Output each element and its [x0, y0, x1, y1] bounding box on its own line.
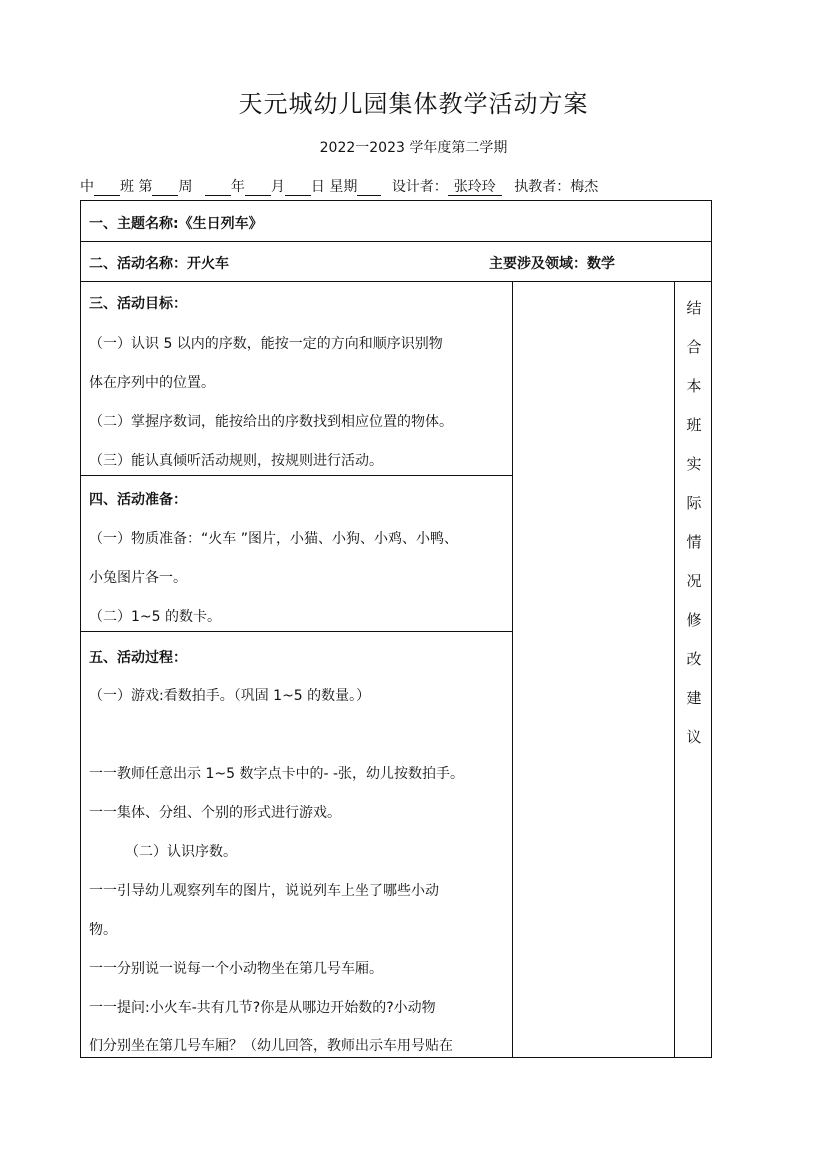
theme-name: 一、主题名称:《生日列车》	[89, 216, 263, 232]
side-note-char: 修	[686, 611, 702, 629]
column-divider	[674, 281, 675, 1058]
weekday-blank	[357, 179, 381, 196]
teacher-label: 执教者：	[514, 179, 571, 195]
side-note-char: 情	[686, 533, 702, 551]
process-line: 一一分别说一说每一个小动物坐在第几号车厢。	[89, 961, 383, 977]
week-blank	[152, 179, 178, 196]
activity-plan-table	[80, 200, 712, 1058]
side-note-char: 班	[686, 416, 702, 434]
class-info-line	[80, 176, 598, 196]
process-line: 一一引导幼儿观察列车的图片，说说列车上坐了哪些小动	[89, 883, 439, 899]
side-note-char: 议	[686, 728, 702, 746]
domain-label: 主要涉及领域：数学	[489, 256, 615, 272]
side-note-char: 改	[686, 650, 702, 668]
column-divider	[512, 281, 513, 1058]
process-heading: 五、活动过程：	[89, 650, 187, 666]
process-line: 物。	[89, 922, 117, 938]
process-line: （一）游戏:看数拍手。（巩固 1~5 的数量。）	[89, 688, 371, 704]
side-note-char: 本	[686, 377, 702, 395]
prep-heading: 四、活动准备：	[89, 492, 187, 508]
year-blank	[205, 179, 231, 196]
row-divider	[81, 631, 512, 632]
prep-line: （二）1~5 的数卡。	[89, 609, 221, 625]
prep-line: 小兔图片各一。	[89, 570, 187, 586]
designer-name: 张玲玲	[448, 179, 502, 196]
goals-heading: 三、活动目标：	[89, 296, 187, 312]
process-line: 一一教师任意出示 1~5 数字点卡中的- -张，幼儿按数拍手。	[89, 766, 464, 782]
process-line: （二）认识序数。	[125, 844, 237, 860]
teacher-name: 梅杰	[570, 179, 599, 195]
day-blank	[285, 179, 311, 196]
side-note-char: 实	[686, 455, 702, 473]
prep-line: （一）物质准备：“火车 ”图片，小猫、小狗、小鸡、小鸭、	[89, 531, 458, 547]
week-label: 周	[178, 179, 193, 195]
class-week-prefix: 班 第	[120, 179, 153, 195]
school-term: 2022一2023 学年度第二学期	[319, 140, 508, 156]
goal-line: （三）能认真倾听活动规则，按规则进行活动。	[89, 453, 383, 469]
row-divider	[81, 475, 512, 476]
side-note-char: 况	[686, 572, 702, 590]
month-label: 月	[270, 179, 285, 195]
side-note-char: 际	[686, 494, 702, 512]
goal-line: （二）掌握序数词，能按给出的序数找到相应位置的物体。	[89, 414, 453, 430]
designer-label: 设计者：	[391, 179, 448, 195]
goal-line: 体在序列中的位置。	[89, 375, 215, 391]
side-note-char: 建	[686, 689, 702, 707]
process-line: 一一提问:小火车-共有几节?你是从哪边开始数的?小动物	[89, 1000, 436, 1016]
activity-name: 二、活动名称：开火车	[89, 256, 229, 272]
side-note-char: 合	[686, 338, 702, 356]
day-weekday-label: 日 星期	[310, 179, 358, 195]
row-divider	[81, 281, 712, 282]
class-grade-label: 中	[80, 179, 94, 195]
process-line: 一一集体、分组、个别的形式进行游戏。	[89, 805, 341, 821]
side-note-char: 结	[686, 299, 702, 317]
row-divider	[81, 241, 712, 242]
year-label: 年	[230, 179, 245, 195]
month-blank	[245, 179, 271, 196]
goal-line: （一）认识 5 以内的序数，能按一定的方向和顺序识别物	[89, 336, 443, 352]
process-line: 们分别坐在第几号车厢？（幼儿回答，教师出示车用号贴在	[89, 1038, 453, 1054]
document-title: 天元城幼儿园集体教学活动方案	[238, 90, 589, 118]
class-blank	[94, 179, 120, 196]
